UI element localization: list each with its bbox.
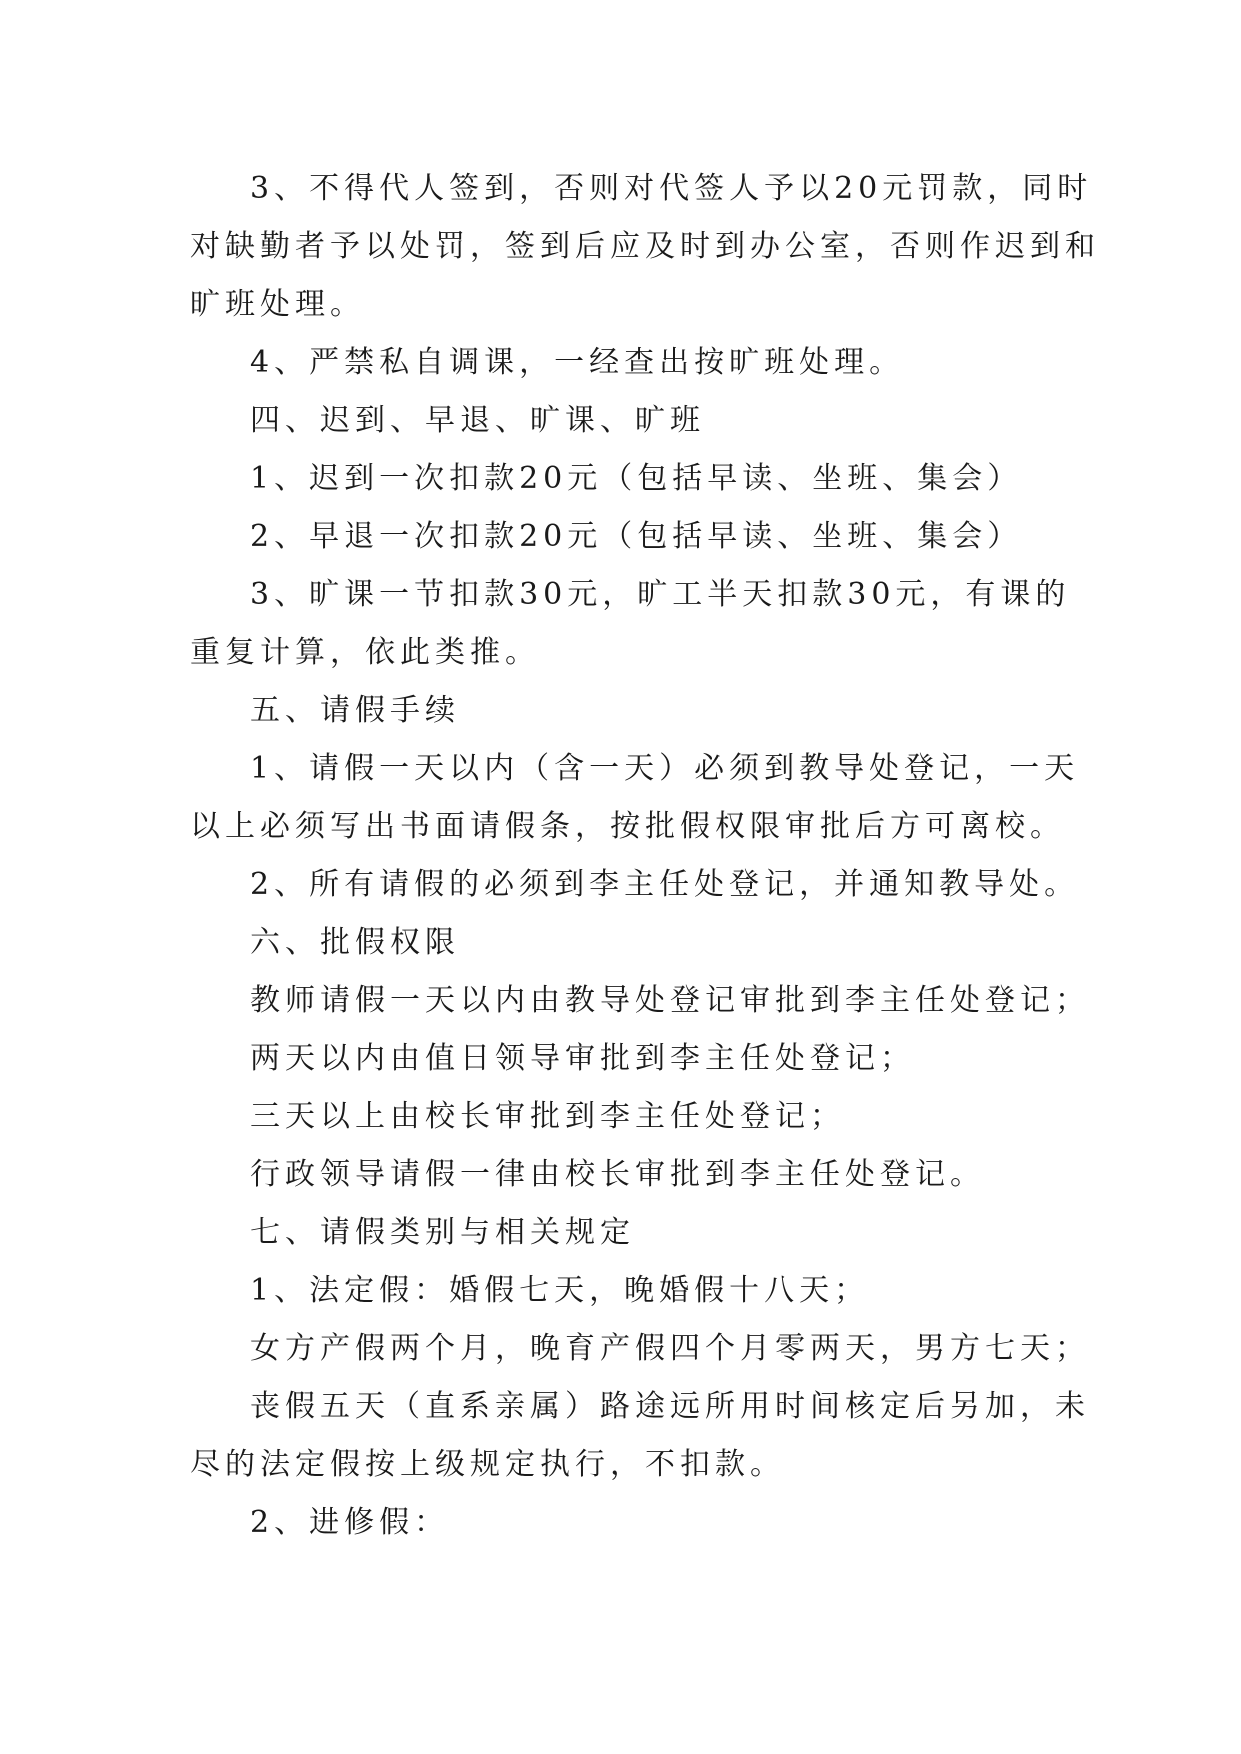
section-heading: 六、批假权限 xyxy=(250,925,460,960)
text-line: 重复计算，依此类推。 xyxy=(190,635,540,670)
text-line: 4、严禁私自调课，一经查出按旷班处理。 xyxy=(250,345,905,380)
text-line: 2、早退一次扣款20元（包括早读、坐班、集会） xyxy=(250,519,1023,554)
text-line: 以上必须写出书面请假条，按批假权限审批后方可离校。 xyxy=(190,809,1065,844)
text-line: 1、迟到一次扣款20元（包括早读、坐班、集会） xyxy=(250,461,1023,496)
section-heading: 五、请假手续 xyxy=(250,693,460,728)
section-heading: 四、迟到、早退、旷课、旷班 xyxy=(250,403,705,438)
text-line: 1、请假一天以内（含一天）必须到教导处登记，一天 xyxy=(250,751,1080,786)
section-heading: 七、请假类别与相关规定 xyxy=(250,1215,635,1250)
text-line: 2、所有请假的必须到李主任处登记，并通知教导处。 xyxy=(250,867,1080,902)
text-line: 3、旷课一节扣款30元，旷工半天扣款30元，有课的 xyxy=(250,577,1071,612)
text-line: 两天以内由值日领导审批到李主任处登记； xyxy=(250,1041,915,1076)
text-line: 2、进修假： xyxy=(250,1505,450,1540)
text-line: 丧假五天（直系亲属）路途远所用时间核定后另加，未 xyxy=(250,1389,1090,1424)
document-body xyxy=(190,160,1100,1552)
text-line: 1、法定假：婚假七天，晚婚假十八天； xyxy=(250,1273,870,1308)
text-line: 女方产假两个月，晚育产假四个月零两天，男方七天； xyxy=(250,1331,1090,1366)
text-line: 行政领导请假一律由校长审批到李主任处登记。 xyxy=(250,1157,985,1192)
text-line: 教师请假一天以内由教导处登记审批到李主任处登记； xyxy=(250,983,1090,1018)
text-line: 旷班处理。 xyxy=(190,287,365,322)
text-line: 尽的法定假按上级规定执行，不扣款。 xyxy=(190,1447,785,1482)
text-line: 3、不得代人签到，否则对代签人予以20元罚款，同时 xyxy=(250,171,1093,206)
text-line: 三天以上由校长审批到李主任处登记； xyxy=(250,1099,845,1134)
text-line: 对缺勤者予以处罚，签到后应及时到办公室，否则作迟到和 xyxy=(190,229,1100,264)
